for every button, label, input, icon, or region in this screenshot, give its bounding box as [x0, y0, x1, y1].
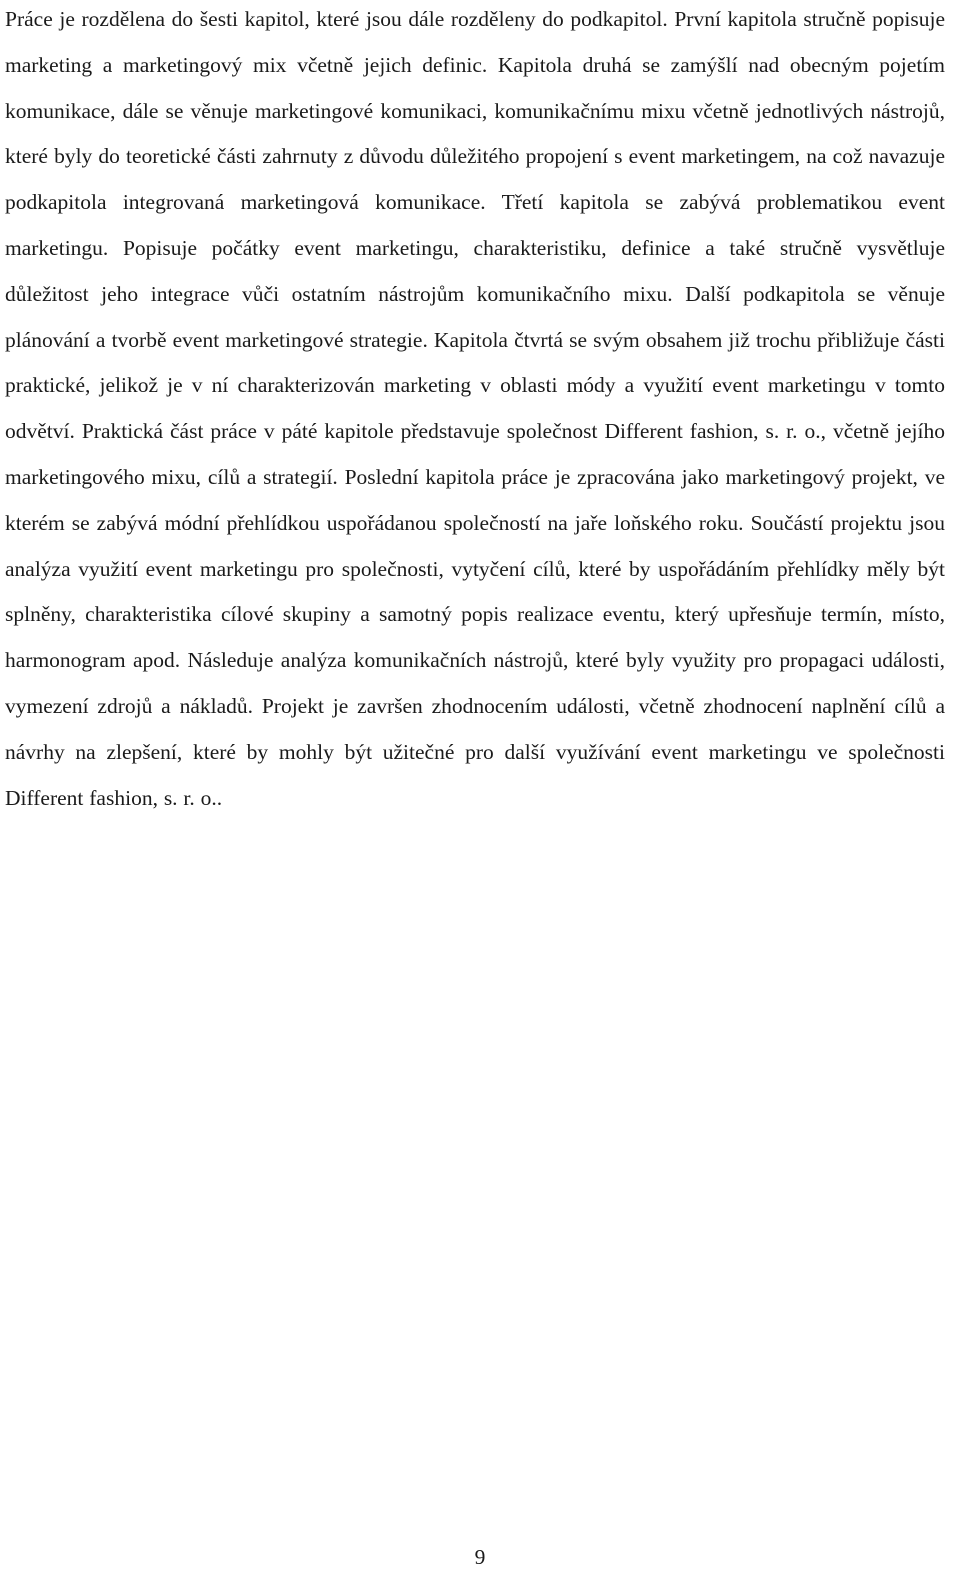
page-number: 9 — [474, 1545, 486, 1569]
body-paragraph: Práce je rozdělena do šesti kapitol, které jsou dále rozděleny do podkapitol. První kapitola stručně popisuje marketing a marketingový mix včetně jejich definic. Kapitola druhá se zamýšlí nad obecným pojetím komunikace, dále se věnuje marketingové komunikaci, komunikačnímu mixu včetně jednotlivých nástrojů, které byly do teoretické části zahrnuty z důvodu důležitého propojení s event marketingem, na což navazuje podkapitola integrovaná marketingová komunikace. Třetí kapitola se zabývá problematikou event marketingu. Popisuje počátky event marketingu, charakteristiku, definice a také stručně vysvětluje důležitost jeho integrace vůči ostatním nástrojům komunikačního mixu. Další podkapitola se věnuje plánování a tvorbě event marketingové strategie. Kapitola čtvrtá se svým obsahem již trochu přibližuje části praktické, jelikož je v ní charakterizován marketing v oblasti módy a využití event marketingu v tomto odvětví. Praktická část práce v páté kapitole představuje společnost Different fashion, s. r. o., včetně jejího marketingového mixu, cílů a strategií. Poslední kapitola práce je zpracována jako marketingový projekt, ve kterém se zabývá módní přehlídkou uspořádanou společností na jaře loňského roku. Součástí projektu jsou analýza využití event marketingu pro společnosti, vytyčení cílů, které by uspořádáním přehlídky měly být splněny, charakteristika cílové skupiny a samotný popis realizace eventu, který upřesňuje termín, místo, harmonogram apod. Následuje analýza komunikačních nástrojů, které byly využity pro propagaci události, vymezení zdrojů a nákladů. Projekt je završen zhodnocením události, včetně zhodnocení naplnění cílů a návrhy na zlepšení, které by mohly být užitečné pro další využívání event marketingu ve společnosti Different fashion, s. r. o.. — [5, 7, 945, 810]
